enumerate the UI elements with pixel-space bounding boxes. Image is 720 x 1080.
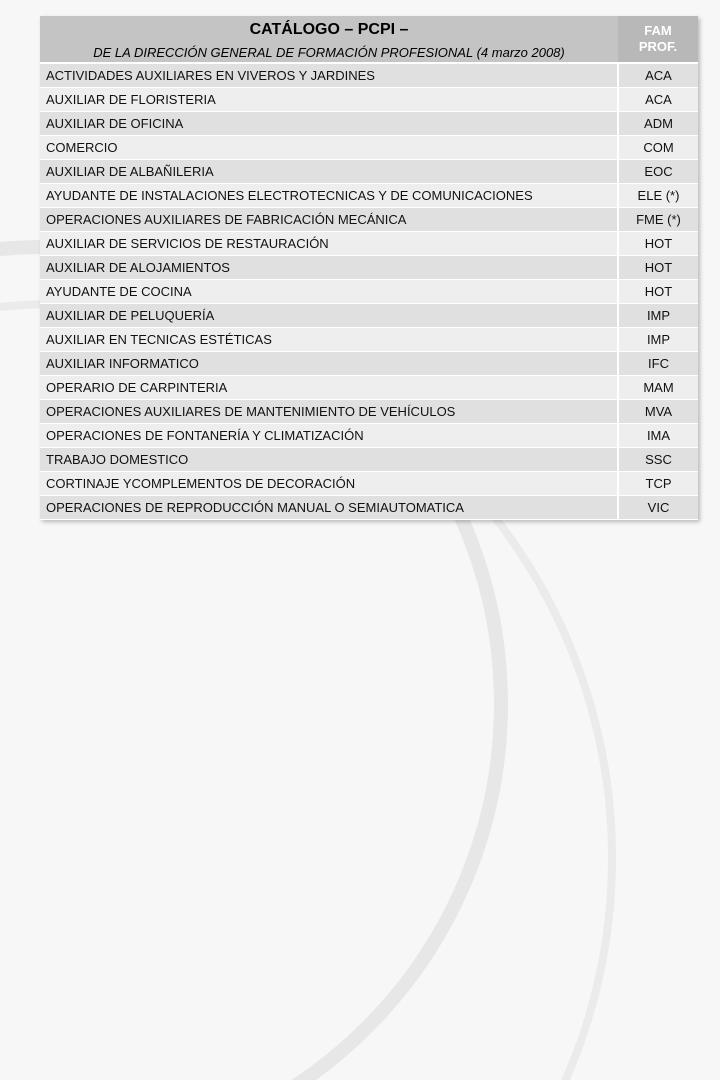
family-code-cell: MVA bbox=[618, 400, 698, 424]
program-name-cell: AYUDANTE DE INSTALACIONES ELECTROTECNICAS Y DE COMUNICACIONES bbox=[40, 184, 618, 208]
family-code-cell: ELE (*) bbox=[618, 184, 698, 208]
program-name-cell: COMERCIO bbox=[40, 136, 618, 160]
family-code-cell: IMP bbox=[618, 304, 698, 328]
table-row bbox=[40, 496, 698, 520]
family-code-cell: HOT bbox=[618, 232, 698, 256]
family-code-cell: TCP bbox=[618, 472, 698, 496]
family-code-cell: IMA bbox=[618, 424, 698, 448]
program-name-cell: AUXILIAR INFORMATICO bbox=[40, 352, 618, 376]
family-code-cell: MAM bbox=[618, 376, 698, 400]
program-name-cell: AYUDANTE DE COCINA bbox=[40, 280, 618, 304]
program-name-cell: AUXILIAR DE OFICINA bbox=[40, 112, 618, 136]
table-row bbox=[40, 232, 698, 256]
family-code-cell: VIC bbox=[618, 496, 698, 520]
table-row bbox=[40, 112, 698, 136]
table-header-row bbox=[40, 16, 698, 63]
table-row bbox=[40, 63, 698, 88]
table-row bbox=[40, 400, 698, 424]
family-code-cell: SSC bbox=[618, 448, 698, 472]
table-row bbox=[40, 352, 698, 376]
program-name-cell: TRABAJO DOMESTICO bbox=[40, 448, 618, 472]
catalog-table-container bbox=[40, 16, 698, 520]
family-code-cell: ACA bbox=[618, 88, 698, 112]
program-name-cell: AUXILIAR EN TECNICAS ESTÉTICAS bbox=[40, 328, 618, 352]
program-name-cell: OPERACIONES DE FONTANERÍA Y CLIMATIZACIÓN bbox=[40, 424, 618, 448]
program-name-cell: OPERACIONES AUXILIARES DE MANTENIMIENTO DE VEHÍCULOS bbox=[40, 400, 618, 424]
family-code-cell: IFC bbox=[618, 352, 698, 376]
catalog-table bbox=[40, 16, 698, 520]
table-row bbox=[40, 472, 698, 496]
table-row bbox=[40, 160, 698, 184]
program-name-cell: AUXILIAR DE PELUQUERÍA bbox=[40, 304, 618, 328]
family-header-line1: FAM bbox=[644, 23, 672, 38]
table-row bbox=[40, 376, 698, 400]
program-name-cell: AUXILIAR DE ALOJAMIENTOS bbox=[40, 256, 618, 280]
program-name-cell: OPERARIO DE CARPINTERIA bbox=[40, 376, 618, 400]
program-name-cell: AUXILIAR DE SERVICIOS DE RESTAURACIÓN bbox=[40, 232, 618, 256]
family-code-cell: FME (*) bbox=[618, 208, 698, 232]
table-row bbox=[40, 136, 698, 160]
header-family-cell bbox=[618, 16, 698, 63]
family-code-cell: HOT bbox=[618, 280, 698, 304]
program-name-cell: AUXILIAR DE FLORISTERIA bbox=[40, 88, 618, 112]
table-row bbox=[40, 208, 698, 232]
table-row bbox=[40, 448, 698, 472]
table-row bbox=[40, 280, 698, 304]
table-row bbox=[40, 424, 698, 448]
table-row bbox=[40, 328, 698, 352]
table-row bbox=[40, 256, 698, 280]
program-name-cell: AUXILIAR DE ALBAÑILERIA bbox=[40, 160, 618, 184]
program-name-cell: CORTINAJE YCOMPLEMENTOS DE DECORACIÓN bbox=[40, 472, 618, 496]
family-code-cell: ADM bbox=[618, 112, 698, 136]
table-row bbox=[40, 88, 698, 112]
family-code-cell: HOT bbox=[618, 256, 698, 280]
catalog-subtitle: DE LA DIRECCIÓN GENERAL DE FORMACIÓN PROFESIONAL (4 marzo 2008) bbox=[93, 44, 565, 60]
family-code-cell: ACA bbox=[618, 63, 698, 88]
program-name-cell: OPERACIONES AUXILIARES DE FABRICACIÓN MECÁNICA bbox=[40, 208, 618, 232]
family-code-cell: IMP bbox=[618, 328, 698, 352]
catalog-title: CATÁLOGO – PCPI – bbox=[249, 20, 409, 38]
header-title-cell bbox=[40, 16, 618, 63]
table-row bbox=[40, 184, 698, 208]
family-code-cell: EOC bbox=[618, 160, 698, 184]
program-name-cell: ACTIVIDADES AUXILIARES EN VIVEROS Y JARDINES bbox=[40, 63, 618, 88]
program-name-cell: OPERACIONES DE REPRODUCCIÓN MANUAL O SEMIAUTOMATICA bbox=[40, 496, 618, 520]
table-row bbox=[40, 304, 698, 328]
family-code-cell: COM bbox=[618, 136, 698, 160]
family-header-line2: PROF. bbox=[638, 39, 678, 54]
